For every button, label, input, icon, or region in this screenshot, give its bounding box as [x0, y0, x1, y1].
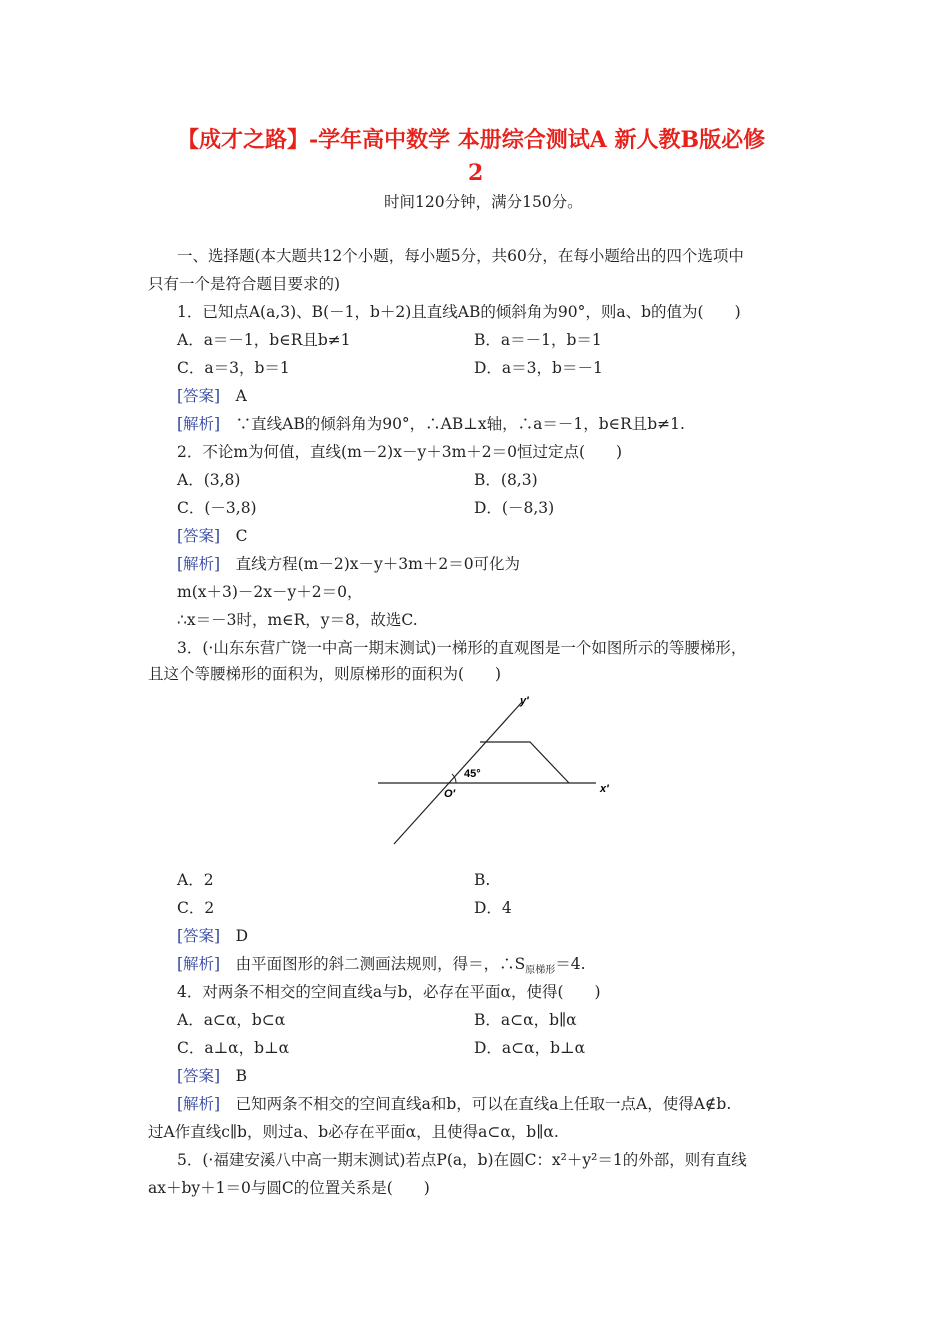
section-heading-line1: 一、选择题(本大题共12个小题，每小题5分，共60分，在每小题给出的四个选项中 [177, 247, 744, 265]
answer-tag: [答案] [177, 1067, 221, 1085]
q2-option-c: C．(－3,8) [177, 499, 257, 517]
trapezoid [480, 742, 569, 783]
q4-analysis-1: 已知两条不相交的空间直线a和b，可以在直线a上任取一点A，使得A∉b. [235, 1095, 732, 1113]
q3-analysis-line [177, 954, 586, 981]
q4-option-c: C．a⊥α，b⊥α [177, 1039, 290, 1057]
q4-answer-line [177, 1066, 247, 1086]
q2-option-a: A．(3,8) [177, 471, 241, 489]
q3-option-d: D．4 [474, 899, 512, 917]
x-axis-label: x′ [600, 783, 609, 795]
angle-label: 45° [464, 768, 481, 780]
q1-analysis-line [177, 414, 685, 434]
q2-stem: 2．不论m为何值，直线(m－2)x－y＋3m＋2＝0恒过定点( ) [177, 443, 623, 461]
q2-answer: C [235, 527, 248, 545]
section-heading-line2: 只有一个是符合题目要求的) [148, 275, 341, 293]
y-axis [394, 702, 522, 844]
q3-answer: D [235, 927, 249, 945]
q2-analysis-line1 [177, 554, 520, 574]
q5-stem-line1: 5．(·福建安溪八中高一期末测试)若点P(a，b)在圆C：x²＋y²＝1的外部，则有直线 [177, 1151, 747, 1169]
q5-stem-line2: ax＋by＋1＝0与圆C的位置关系是( ) [148, 1179, 430, 1197]
q1-stem: 1．已知点A(a,3)、B(－1，b＋2)且直线AB的倾斜角为90°，则a、b的值为( ) [177, 303, 741, 321]
time-info: 时间120分钟，满分150分。 [384, 193, 583, 211]
q4-answer: B [235, 1067, 248, 1085]
answer-tag: [答案] [177, 387, 221, 405]
q4-stem: 4．对两条不相交的空间直线a与b，必存在平面α，使得( ) [177, 983, 601, 1001]
q3-stem-line2: 且这个等腰梯形的面积为，则原梯形的面积为( ) [148, 665, 502, 683]
doc-title-line1: 【成才之路】-学年高中数学 本册综合测试A 新人教B版必修 [177, 127, 766, 153]
origin-label: O′ [444, 788, 456, 800]
q3-analysis-post: ＝4. [555, 955, 586, 973]
q1-option-d: D．a＝3，b＝－1 [474, 359, 603, 377]
q1-option-c: C．a＝3，b＝1 [177, 359, 290, 377]
q2-option-b: B．(8,3) [474, 471, 538, 489]
q1-option-b: B．a＝－1，b＝1 [474, 331, 602, 349]
q2-analysis-1: 直线方程(m－2)x－y＋3m＋2＝0可化为 [235, 555, 521, 573]
q3-option-c: C．2 [177, 899, 215, 917]
q3-answer-line [177, 926, 248, 946]
y-axis-label: y′ [520, 695, 529, 707]
q4-analysis-line2: 过A作直线c∥b，则过a、b必存在平面α，且使得a⊂α，b∥α. [148, 1123, 559, 1141]
q2-analysis-line2: m(x＋3)－2x－y＋2＝0， [177, 583, 363, 601]
q4-analysis-line1 [177, 1094, 731, 1114]
q3-analysis-pre: 由平面图形的斜二测画法规则，得＝，∴S [235, 955, 526, 973]
q1-answer-line [177, 386, 247, 406]
q2-option-d: D．(－8,3) [474, 499, 555, 517]
q3-option-b: B. [474, 871, 491, 889]
q3-stem-line1: 3．(·山东东营广饶一中高一期末测试)一梯形的直观图是一个如图所示的等腰梯形， [177, 639, 747, 657]
q3-figure [372, 692, 642, 852]
q3-option-a: A．2 [177, 871, 214, 889]
q3-analysis-sub: 原梯形 [525, 965, 556, 977]
q1-option-a: A．a＝－1，b∈R且b≠1 [177, 331, 351, 349]
analysis-tag: [解析] [177, 555, 221, 573]
analysis-tag: [解析] [177, 955, 221, 973]
q2-analysis-line3: ∴x＝－3时，m∈R，y＝8，故选C. [177, 611, 418, 629]
q1-answer: A [235, 387, 247, 405]
doc-title-line2: 2 [468, 160, 484, 186]
q4-option-a: A．a⊂α，b⊂α [177, 1011, 286, 1029]
q1-analysis: ∵直线AB的倾斜角为90°，∴AB⊥x轴，∴a＝－1，b∈R且b≠1. [235, 415, 685, 433]
q2-answer-line [177, 526, 248, 546]
analysis-tag: [解析] [177, 1095, 221, 1113]
q4-option-d: D．a⊂α，b⊥α [474, 1039, 586, 1057]
answer-tag: [答案] [177, 527, 221, 545]
analysis-tag: [解析] [177, 415, 221, 433]
answer-tag: [答案] [177, 927, 221, 945]
q4-option-b: B．a⊂α，b∥α [474, 1011, 577, 1029]
